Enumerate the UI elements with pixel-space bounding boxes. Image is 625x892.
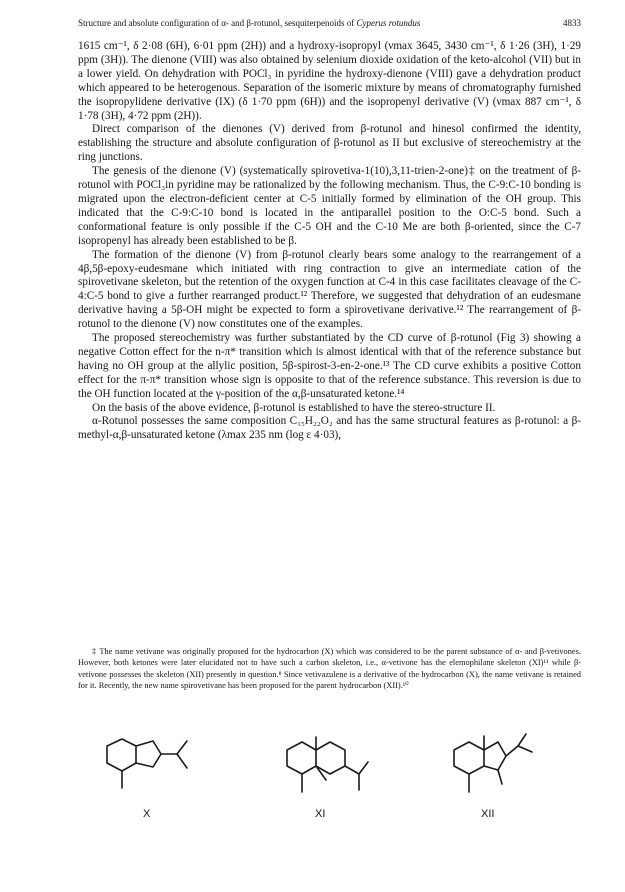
paragraph: 1615 cm⁻¹, δ 2·08 (6H), 6·01 ppm (2H)) and a hydroxy-isopropyl (νmax 3645, 3430 cm⁻¹, δ 1·26 (3H), 1·29 ppm (3H)). The dienone (VIII) was also obtained by selenium dioxide oxidation of the keto-alcohol (VII) but in a lower yield. On dehydration with POCl₃ in pyridine the hydroxy-dienone (VIII) gave a dehydration product which appeared to be heterogenous. Separation of the isomeric mixture by means of chromatography furnished the isopropylidene derivative (IX) (δ 1·70 ppm (6H)) and the isopropenyl derivative (V) (νmax 887 cm⁻¹, δ 1·78 (3H), 4·72 ppm (2H)). [78,40,581,122]
species-name: Cyperus rotundus [356,18,421,28]
paragraph: α-Rotunol possesses the same composition C₁₅H₂₂O₂ and has the same structural features as β-rotunol: a β-methyl-α,β-unsaturated ketone (λmax 235 nm (log ε 4·03), [78,415,581,442]
paragraph: The proposed stereochemistry was further substantiated by the CD curve of β-rotunol (Fig 3) showing a negative Cotton effect for the n-π* transition which is almost identical with that of the reference substance but having no OH group at the allylic position, 5β-spirost-3-en-2-one.¹³ The CD curve exhibits a positive Cotton effect for the π-π* transition whose sign is opposite to that of the reference substance. This reversion is due to the OH function located at the γ-position of the α,β-unsaturated ketone.¹⁴ [78,332,581,400]
structure-x-diagram [98,732,218,808]
structure-xii-label: XII [481,808,495,820]
structure-xii-diagram [440,732,560,812]
page-number: 4833 [563,18,581,28]
running-title: Structure and absolute configuration of α- and β-rotunol, sesquiterpenoids of Cyperus rotundus [78,18,421,28]
structure-xi-diagram [270,732,390,812]
running-header [78,17,581,29]
paragraph: The genesis of the dienone (V) (systematically spirovetiva-1(10),3,11-trien-2-one)‡ on the treatment of β-rotunol with POCl₃in pyridine may be rationalized by the following mechanism. Thus, the C-9:C-10 bonding is migrated upon the electron-deficient center at C-5 initially formed by elimination of the OH group. This indicated that the C-9:C-10 bond is located in the antiparallel position to the O:C-5 bond. Such a conformational feature is only possible if the C-5 OH and the C-10 Me are both β-oriented, since the C-7 isopropenyl has already been established to be β. [78,165,581,247]
structure-x-label: X [143,808,151,820]
paragraph: On the basis of the above evidence, β-rotunol is established to have the stereo-structure II. [92,401,496,414]
article-body [78,40,581,443]
footnote-text: ‡ The name vetivane was originally proposed for the hydrocarbon (X) which was considered to be the parent substance of α- and β-vetivones. However, both ketones were later elucidated not to have such a carbon skeleton, i.e., α-vetivone has the elemophilane skeleton (XI)¹¹ while β-vetivone possesses the skeleton (XII) presently in question.⁸ Since vetivazulene is a derivative of the hydrocarbon (X), the name vetivane is retained for it. Recently, the new name spirovetivane has been proposed for the parent hydrocarbon (XII).¹⁰ [78,647,581,690]
footnote [78,646,581,691]
paragraph: Direct comparison of the dienones (V) derived from β-rotunol and hinesol confirmed the identity, establishing the structure and absolute configuration of β-rotunol as II but exclusive of stereochemistry at the ring junctions. [78,123,581,164]
paragraph: The formation of the dienone (V) from β-rotunol clearly bears some analogy to the rearrangement of a 4β,5β-epoxy-eudesmane which initiated with ring contraction to give an intermediate cation of the spirovetivane skeleton, but the retention of the oxygen function at C-4 in this case facilitates cleavage of the C-4:C-5 bond to give a further rearranged product.¹² Therefore, we suggested that dehydration of an eudesmane derivative having a 5β-OH might be expected to form a spirovetivane derivative.¹² The rearrangement of β-rotunol to the dienone (V) now constitutes one of the examples. [78,248,581,331]
structure-xi-label: XI [315,808,326,820]
